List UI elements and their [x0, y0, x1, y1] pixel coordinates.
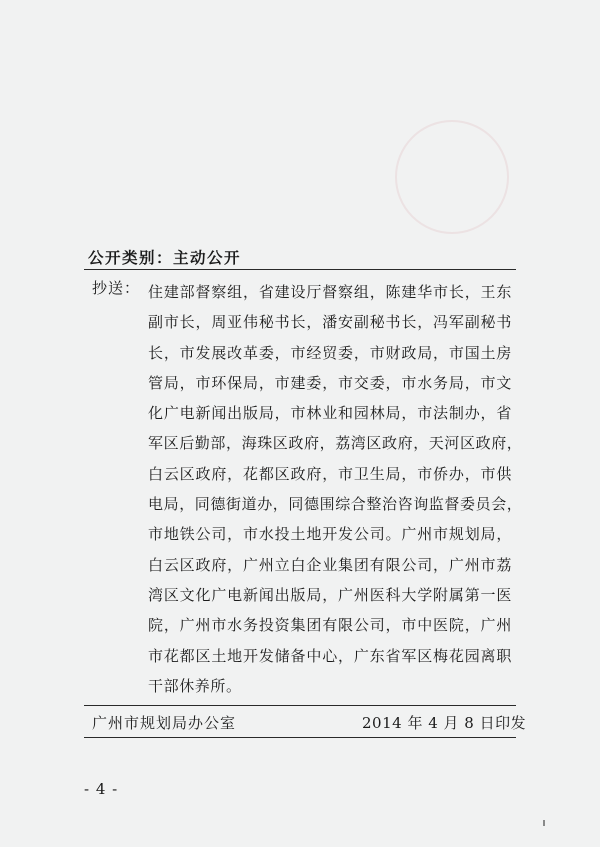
page-number: - 4 - [84, 780, 119, 798]
issuing-office: 广州市规划局办公室 [92, 714, 237, 732]
cc-line: 住建部督察组，省建设厅督察组，陈建华市长，王东 [148, 283, 512, 301]
cc-line: 白云区政府，花都区政府，市卫生局，市侨办，市供 [148, 464, 512, 483]
cc-line: 院，广州市水务投资集团有限公司，市中医院，广州 [148, 616, 512, 635]
cc-line: 市地铁公司，市水投土地开发公司。广州市规划局， [148, 525, 512, 544]
cc-line: 湾区文化广电新闻出版局，广州医科大学附属第一医 [148, 585, 512, 604]
cc-line: 副市长，周亚伟秘书长，潘安副秘书长，冯军副秘书 [148, 313, 512, 332]
cc-recipients [148, 277, 523, 701]
cc-line: 干部休养所。 [148, 676, 242, 695]
divider-top [84, 269, 516, 270]
seal-ghost-icon [395, 120, 509, 234]
divider-bottom [84, 737, 516, 738]
cc-line: 市花都区土地开发储备中心，广东省军区梅花园离职 [148, 646, 512, 665]
cc-line: 白云区政府，广州立白企业集团有限公司，广州市荔 [148, 555, 512, 574]
disclosure-category: 公开类别：主动公开 [88, 248, 242, 267]
scan-mark [543, 820, 545, 826]
cc-line: 化广电新闻出版局，市林业和园林局，市法制办，省 [148, 404, 512, 423]
cc-line: 军区后勤部，海珠区政府，荔湾区政府，天河区政府， [148, 434, 523, 453]
cc-line: 长，市发展改革委，市经贸委，市财政局，市国土房 [148, 343, 512, 362]
divider-middle [84, 705, 516, 706]
cc-line: 电局，同德街道办，同德围综合整治咨询监督委员会， [148, 495, 523, 514]
print-date: 2014 年 4 月 8 日印发 [362, 714, 527, 732]
cc-line: 管局，市环保局，市建委，市交委，市水务局，市文 [148, 373, 512, 392]
cc-label: 抄送： [92, 279, 141, 297]
